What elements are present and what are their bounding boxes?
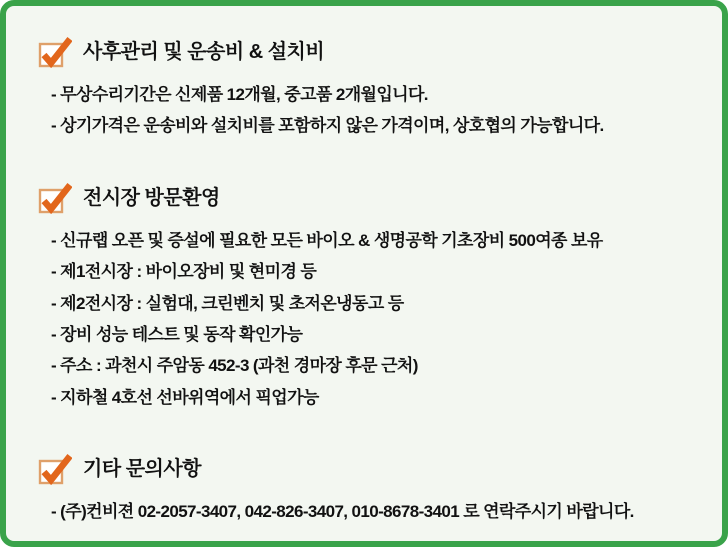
list-item: - 제1전시장 : 바이오장비 및 현미경 등 (51, 262, 317, 282)
section-contact-header (38, 453, 704, 485)
list-item: - 주소 : 과천시 주암동 452-3 (과천 경마장 후문 근처) (51, 356, 418, 376)
checkbox-checked-icon (38, 453, 72, 485)
section-aftercare-header (38, 36, 704, 68)
section-aftercare (38, 36, 704, 142)
section-showroom (38, 182, 704, 413)
section-showroom-header (38, 182, 704, 214)
section-aftercare-items (51, 79, 704, 142)
section-title: 전시장 방문환영 (83, 186, 220, 209)
list-item: - 무상수리기간은 신제품 12개월, 중고품 2개월입니다. (51, 85, 428, 104)
list-item: - 신규랩 오픈 및 증설에 필요한 모든 바이오 & 생명공학 기초장비 500여종 보유 (51, 230, 603, 250)
section-contact (38, 453, 704, 527)
section-showroom-items (51, 225, 704, 413)
list-item: - (주)컨비젼 02-2057-3407, 042-826-3407, 010-8678-3401 로 연락주시기 바랍니다. (51, 502, 634, 522)
list-item: - 상기가격은 운송비와 설치비를 포함하지 않은 가격이며, 상호협의 가능합니다. (51, 116, 604, 136)
list-item: - 제2전시장 : 실험대, 크린벤치 및 초저온냉동고 등 (51, 293, 404, 313)
section-title: 사후관리 및 운송비 & 설치비 (83, 41, 325, 63)
checkbox-checked-icon (38, 36, 72, 68)
list-item: - 장비 성능 테스트 및 동작 확인가능 (51, 325, 303, 345)
checkbox-checked-icon (38, 182, 72, 214)
list-item: - 지하철 4호선 선바위역에서 픽업가능 (51, 387, 319, 407)
section-title: 기타 문의사항 (83, 458, 201, 481)
section-contact-items (51, 496, 704, 527)
